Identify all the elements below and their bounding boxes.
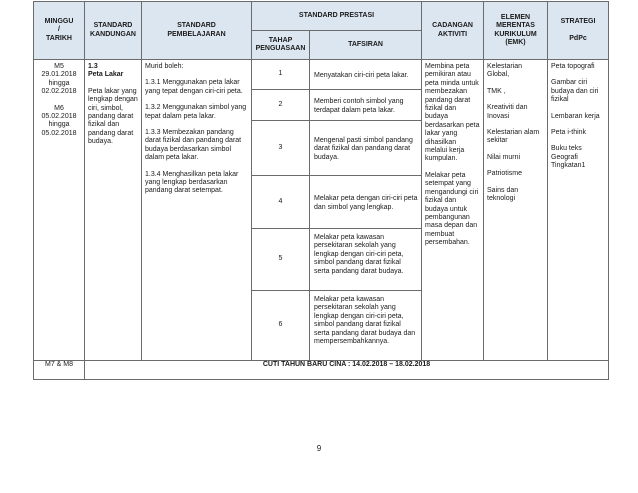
date-line: hingga xyxy=(48,121,70,129)
sp-item: 1.3.1 Menggunakan peta lakar yang tepat dengan ciri-ciri peta. xyxy=(145,79,243,95)
activity-text: Membina peta pemikiran atau peta minda untuk membezakan pandang darat fizikal dan budaya berdasarkan peta lakar yang dihasilkan melalui kerja kumpulan. xyxy=(425,63,480,163)
spacer xyxy=(487,121,544,129)
sk-description: Peta lakar yang lengkap dengan ciri, simbol, pandang darat fizikal dan pandang darat budaya. xyxy=(88,87,138,146)
sp-item: 1.3.2 Menggunakan simbol yang tepat dalam peta lakar. xyxy=(145,104,247,120)
emk-cell xyxy=(484,60,548,361)
strategy-item: Buku teks Geografi Tingkatan1 xyxy=(551,145,586,170)
emk-item: TMK , xyxy=(487,87,506,95)
tafsiran-cell: Menyatakan ciri-ciri peta lakar. xyxy=(310,60,422,90)
tafsiran-cell: Melakar peta kawasan persekitaran sekolah yang lengkap dengan ciri-ciri peta, simbol pandang darat fizikal serta pandang darat budaya. xyxy=(310,229,422,291)
header-standard-kandungan: STANDARD KANDUNGAN xyxy=(85,2,142,60)
sp-item: 1.3.4 Menghasilkan peta lakar yang lengkap berdasarkan pandang darat setempat. xyxy=(145,170,239,195)
tafsiran-cell: Memberi contoh simbol yang terdapat dalam peta lakar. xyxy=(310,90,422,121)
strategy-item: Peta topografi xyxy=(551,63,595,70)
tahap-cell: 4 xyxy=(252,176,310,229)
header-cadangan-aktiviti: CADANGAN AKTIVITI xyxy=(422,2,484,60)
activity-text: Melakar peta setempat yang mengandungi ciri fizikal dan budaya untuk pembangunan masa depan dan membuat persembahan. xyxy=(425,171,479,247)
tafsiran-cell: Mengenal pasti simbol pandang darat fizikal dan pandang darat budaya. xyxy=(310,121,422,176)
page-number: 9 xyxy=(316,444,322,453)
emk-item: Kelestarian Global, xyxy=(487,63,523,79)
date-line: hingga xyxy=(48,79,70,87)
spacer xyxy=(487,162,544,170)
spacer xyxy=(145,121,248,129)
spacer xyxy=(145,71,248,79)
header-elemen-merentas-kurikulum: ELEMEN MERENTAS KURIKULUM (EMK) xyxy=(484,2,548,60)
strategy-item: Gambar ciri budaya dan ciri fizikal xyxy=(551,79,599,104)
lesson-plan-table xyxy=(33,1,609,380)
sp-intro: Murid boleh: xyxy=(145,63,184,70)
tahap-cell: 5 xyxy=(252,229,310,291)
header-standard-prestasi: STANDARD PRESTASI xyxy=(252,2,422,31)
emk-item: Kreativiti dan Inovasi xyxy=(487,104,528,120)
spacer xyxy=(145,163,248,171)
date-line: 05.02.2018 xyxy=(41,113,77,121)
sk-code: 1.3 xyxy=(88,63,98,70)
emk-item: Sains dan teknologi xyxy=(487,186,519,203)
tahap-cell: 3 xyxy=(252,121,310,176)
date-line: 05.02.2018 xyxy=(41,129,77,137)
spacer xyxy=(88,80,138,88)
strategy-item: Lembaran kerja xyxy=(551,112,600,120)
cadangan-aktiviti-cell xyxy=(422,60,484,361)
header-strategi-pdpc: STRATEGI PdPc xyxy=(548,2,609,60)
strategy-item: Peta i-think xyxy=(551,129,587,137)
strategi-pdpc-cell xyxy=(548,60,609,361)
week-line: M5 xyxy=(54,63,64,70)
holiday-banner: CUTI TAHUN BARU CINA : 14.02.2018 – 18.02.2018 xyxy=(85,361,609,380)
tahap-cell: 1 xyxy=(252,60,310,90)
sp-item: 1.3.3 Membezakan pandang darat fizikal dan pandang darat budaya berdasarkan simbol dalam peta lakar. xyxy=(145,129,242,162)
standard-pembelajaran-cell xyxy=(142,60,252,361)
minggu-tarikh-cell xyxy=(34,60,85,361)
spacer xyxy=(551,71,605,79)
emk-item: Patriotisme xyxy=(487,170,523,178)
emk-item: Nilai murni xyxy=(487,153,521,161)
tafsiran-cell: Melakar peta kawasan persekitaran sekolah yang lengkap dengan ciri-ciri peta, simbol pandang darat fizikal serta pandang darat budaya dan mempersembahkannya. xyxy=(310,291,422,361)
spacer xyxy=(487,96,544,104)
header-standard-pembelajaran: STANDARD PEMBELAJARAN xyxy=(142,2,252,60)
tafsiran-cell: Melakar peta dengan ciri-ciri peta dan simbol yang lengkap. xyxy=(310,176,422,229)
spacer xyxy=(487,179,544,187)
standard-kandungan-cell xyxy=(85,60,142,361)
emk-item: Kelestarian alam sekitar xyxy=(487,129,540,145)
spacer xyxy=(551,105,605,113)
spacer xyxy=(551,137,605,145)
spacer xyxy=(551,121,605,129)
tahap-cell: 6 xyxy=(252,291,310,361)
spacer xyxy=(145,96,248,104)
header-tahap-penguasaan: TAHAP PENGUASAAN xyxy=(252,31,310,60)
header-tafsiran: TAFSIRAN xyxy=(310,31,422,60)
tahap-cell: 2 xyxy=(252,90,310,121)
week-line: M6 xyxy=(54,104,64,112)
spacer xyxy=(487,146,544,154)
holiday-week: M7 & M8 xyxy=(34,361,85,380)
spacer xyxy=(37,97,81,105)
spacer xyxy=(487,80,544,88)
date-line: 02.02.2018 xyxy=(41,88,77,96)
header-minggu: MINGGU / TARIKH xyxy=(34,2,85,60)
date-line: 29.01.2018 xyxy=(41,71,77,79)
spacer xyxy=(425,164,480,172)
sk-title: Peta Lakar xyxy=(88,71,124,79)
